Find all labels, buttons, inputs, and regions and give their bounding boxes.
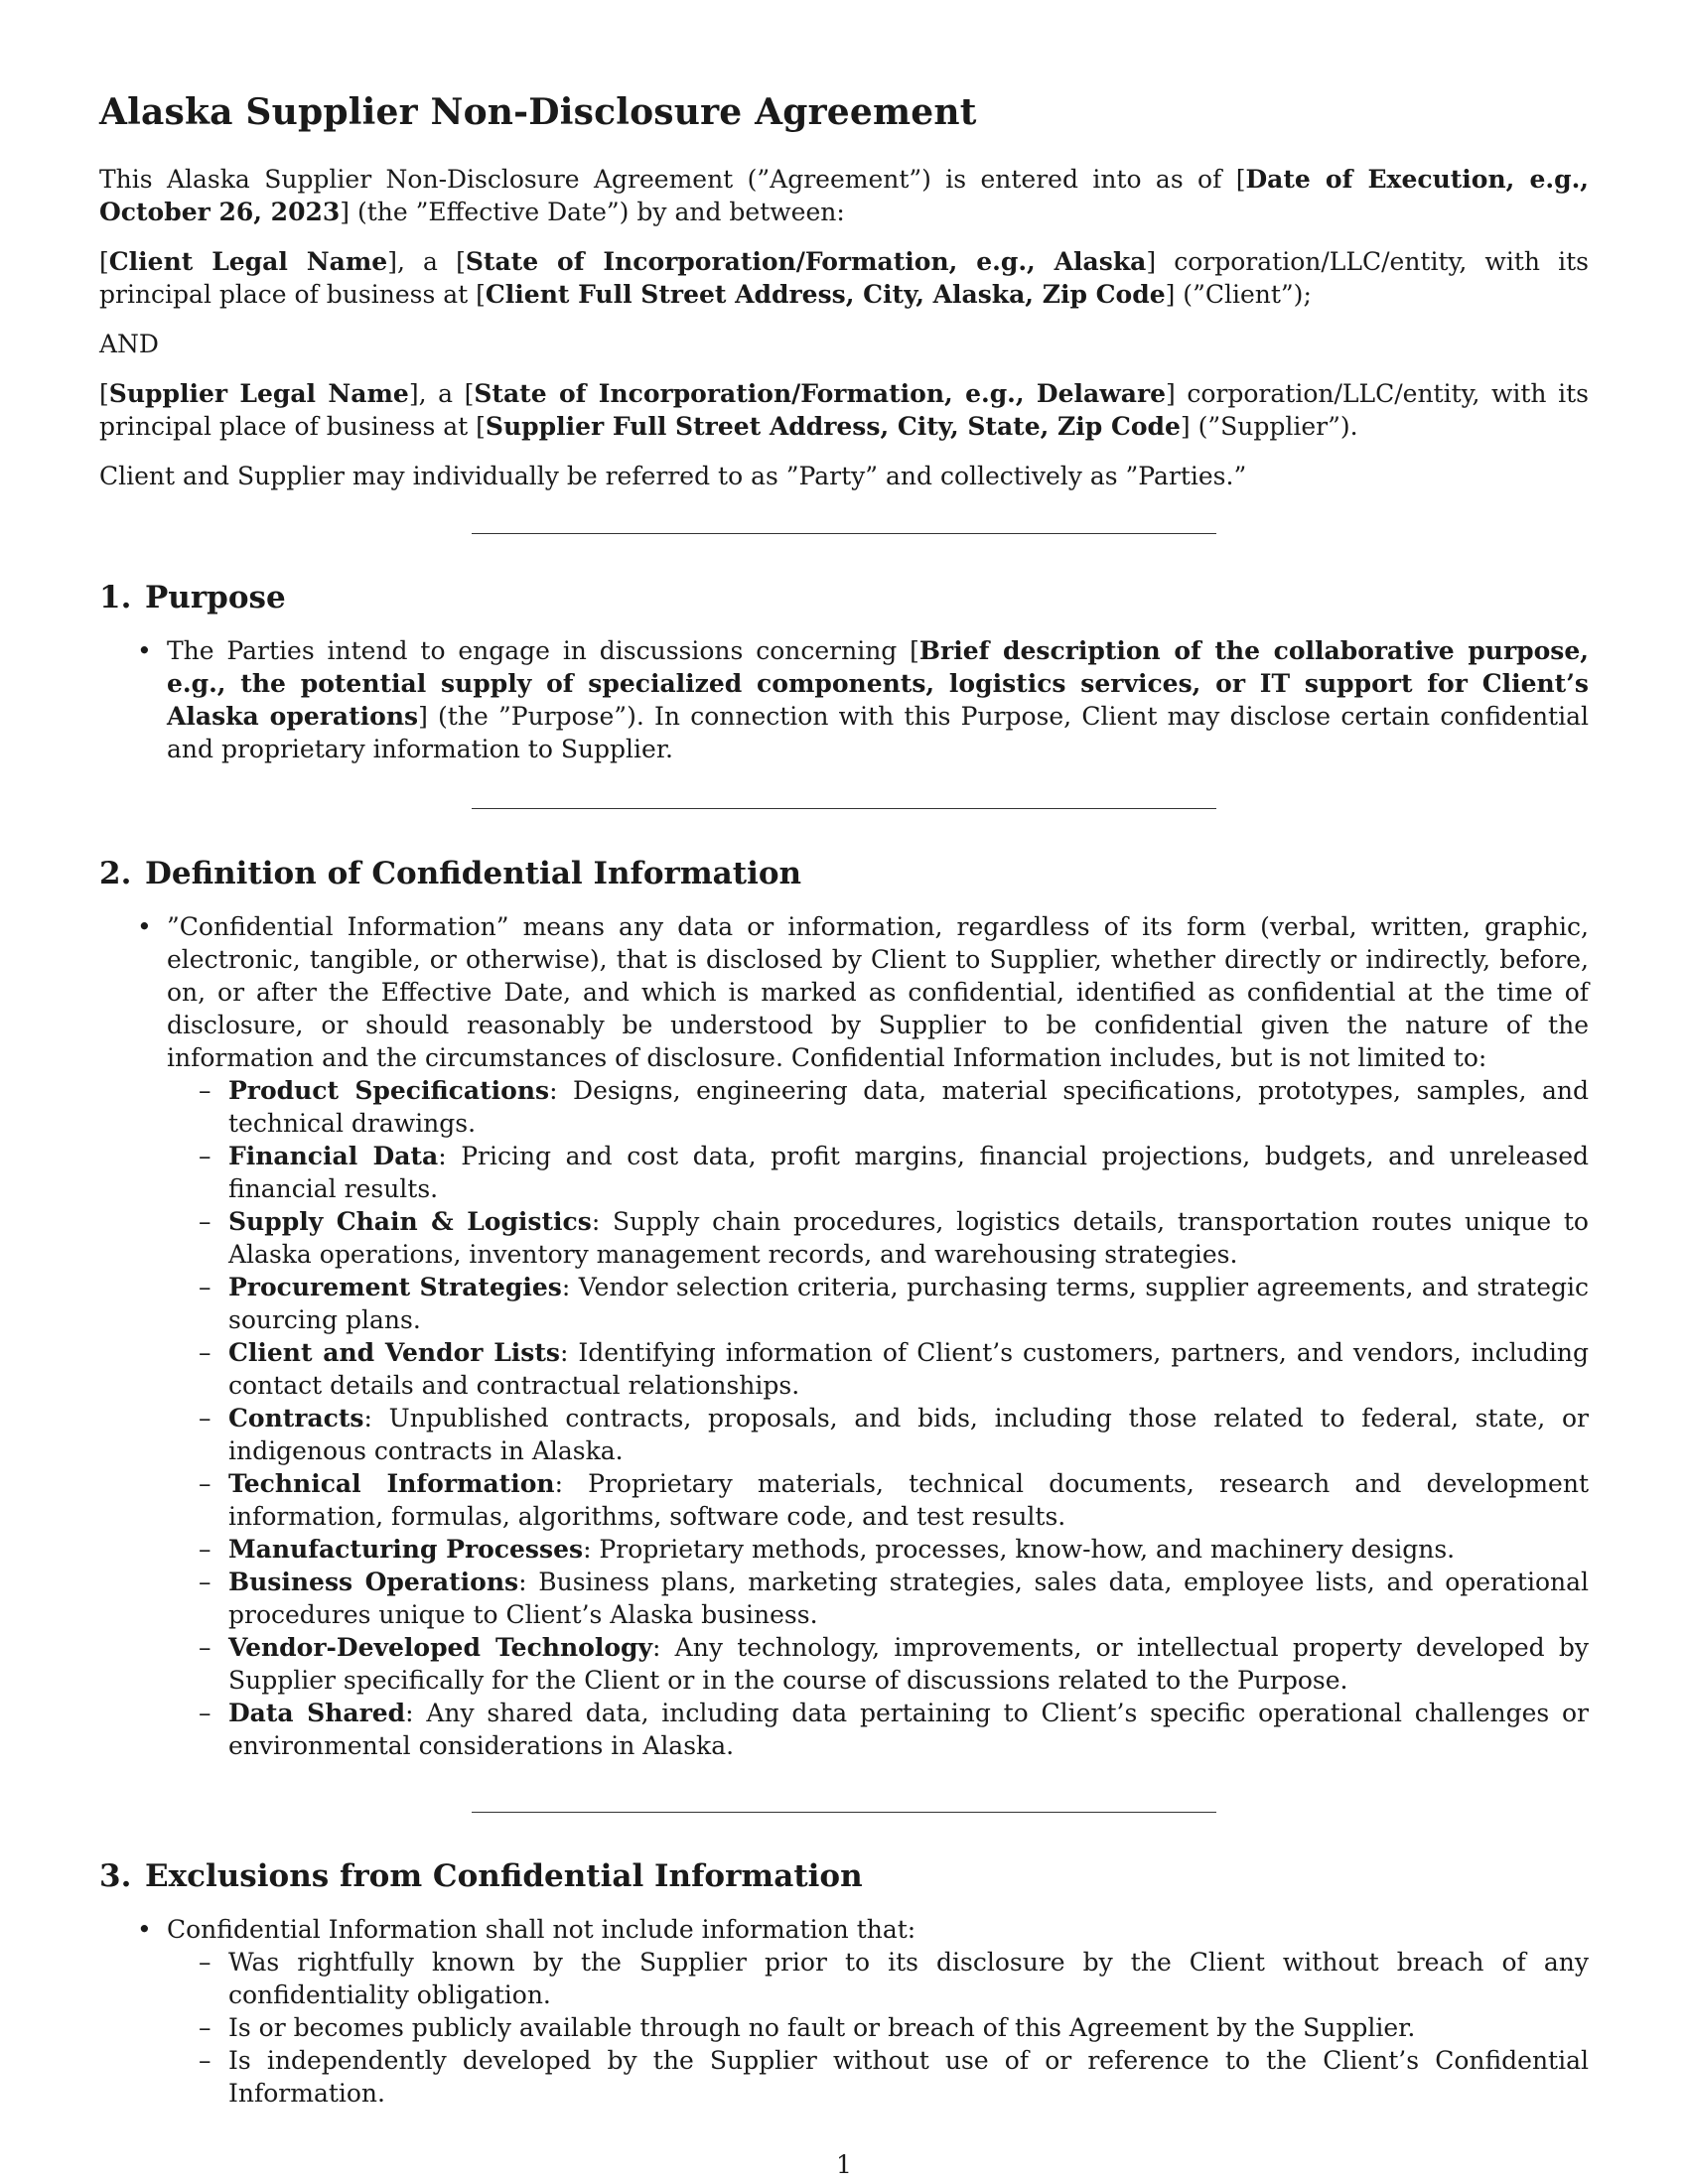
definition-sublist xyxy=(167,1074,1589,1762)
placeholder-supplier-address: Supplier Full Street Address, City, State, Zip Code xyxy=(485,412,1181,441)
term-text: : Identifying information of Client’s customers, partners, and vendors, including contact details and contractual relationships. xyxy=(228,1338,1589,1400)
term-text: : Business plans, marketing strategies, sales data, employee lists, and operational procedures unique to Client’s Alaska business. xyxy=(228,1568,1589,1629)
placeholder-client-address: Client Full Street Address, City, Alaska, Zip Code xyxy=(485,280,1166,309)
purpose-text: ] (the ”Purpose”). In connection with this Purpose, Client may disclose certain confidential and proprietary information to Supplier. xyxy=(167,702,1590,763)
placeholder-client-name: Client Legal Name xyxy=(108,247,388,276)
section-heading-definition xyxy=(99,856,801,891)
placeholder-supplier-name: Supplier Legal Name xyxy=(108,379,409,408)
intro-text: ] (the ”Effective Date”) by and between: xyxy=(340,198,845,226)
purpose-list xyxy=(99,634,1589,765)
term-text: : Any technology, improvements, or intellectual property developed by Supplier specifically for the Client or in the course of discussions related to the Purpose. xyxy=(228,1633,1589,1695)
section-title: Exclusions from Confidential Information xyxy=(145,1858,863,1894)
term: Product Specifications xyxy=(228,1076,550,1105)
supplier-text: ] corporation/LLC/entity, with its principal place of business at [ xyxy=(99,379,1589,441)
list-item xyxy=(167,1697,1589,1762)
section-number: 1. xyxy=(99,580,132,615)
and-line: AND xyxy=(99,330,159,358)
section-title: Purpose xyxy=(145,580,286,615)
term-text: : Pricing and cost data, profit margins, financial projections, budgets, and unreleased financial results. xyxy=(228,1142,1590,1203)
client-paragraph xyxy=(99,245,1589,311)
list-item xyxy=(167,1467,1589,1533)
divider xyxy=(472,808,1216,809)
list-item xyxy=(99,634,1589,765)
parties-paragraph: Client and Supplier may individually be referred to as ”Party” and collectively as ”Parties.” xyxy=(99,462,1247,490)
definition-list xyxy=(99,910,1589,1762)
client-text: ], a [ xyxy=(387,247,466,276)
list-item: – Is independently developed by the Supplier without use of or reference to the Client’s Confidential Information. xyxy=(167,2044,1589,2110)
list-item xyxy=(99,910,1589,1762)
supplier-text: ], a [ xyxy=(408,379,475,408)
exclusions-sublist xyxy=(167,1946,1589,2110)
term: Client and Vendor Lists xyxy=(228,1338,560,1367)
term: Business Operations xyxy=(228,1568,519,1596)
term: Data Shared xyxy=(228,1699,406,1727)
list-item: – Is or becomes publicly available through no fault or breach of this Agreement by the Supplier. xyxy=(167,2011,1589,2044)
term: Technical Information xyxy=(228,1469,555,1498)
client-text: [ xyxy=(99,247,109,276)
section-number: 3. xyxy=(99,1858,132,1894)
term-text: : Any shared data, including data pertaining to Client’s specific operational challenges or environmental considerations in Alaska. xyxy=(228,1699,1589,1760)
list-item xyxy=(167,1271,1589,1336)
definition-lead: ”Confidential Information” means any data or information, regardless of its form (verbal, written, graphic, electronic, tangible, or otherwise), that is disclosed by Client to Supplier, whether directly or indirectly, before, on, or after the Effective Date, and which is marked as confidential, identified as confidential at the time of disclosure, or should reasonably be understood by Supplier to be confidential given the nature of the information and the circumstances of disclosure. Confidential Information includes, but is not limited to: xyxy=(167,912,1589,1072)
term-text: : Proprietary methods, processes, know-how, and machinery designs. xyxy=(583,1535,1456,1564)
supplier-text: ] (”Supplier”). xyxy=(1180,412,1358,441)
list-item: – Was rightfully known by the Supplier prior to its disclosure by the Client without breach of any confidentiality obligation. xyxy=(167,1946,1589,2011)
list-item xyxy=(167,1566,1589,1631)
section-heading-purpose xyxy=(99,580,286,615)
intro-text: This Alaska Supplier Non-Disclosure Agreement (”Agreement”) is entered into as of [ xyxy=(99,165,1246,194)
list-item xyxy=(167,1140,1589,1205)
term: Vendor-Developed Technology xyxy=(228,1633,653,1662)
placeholder-supplier-state: State of Incorporation/Formation, e.g., Delaware xyxy=(474,379,1167,408)
term-text: : Vendor selection criteria, purchasing terms, supplier agreements, and strategic sourcing plans. xyxy=(228,1273,1589,1334)
list-item xyxy=(167,1336,1589,1402)
term: Financial Data xyxy=(228,1142,439,1170)
intro-paragraph xyxy=(99,163,1589,228)
document-title: Alaska Supplier Non-Disclosure Agreement xyxy=(99,91,977,133)
term-text: : Supply chain procedures, logistics details, transportation routes unique to Alaska operations, inventory management records, and warehousing strategies. xyxy=(228,1207,1589,1269)
term: Contracts xyxy=(228,1404,364,1433)
term: Procurement Strategies xyxy=(228,1273,562,1301)
list-item xyxy=(167,1205,1589,1271)
placeholder-date: Date of Execution, e.g., October 26, 2023 xyxy=(99,165,1589,226)
list-item xyxy=(167,1074,1589,1140)
exclusions-lead: Confidential Information shall not include information that: xyxy=(167,1915,916,1944)
placeholder-client-state: State of Incorporation/Formation, e.g., Alaska xyxy=(465,247,1147,276)
purpose-text: The Parties intend to engage in discussions concerning [ xyxy=(167,636,919,665)
divider xyxy=(472,533,1216,534)
exclusions-list xyxy=(99,1913,1589,2110)
supplier-text: [ xyxy=(99,379,109,408)
term: Supply Chain & Logistics xyxy=(228,1207,592,1236)
section-number: 2. xyxy=(99,856,132,891)
list-item xyxy=(167,1533,1589,1566)
term-text: : Unpublished contracts, proposals, and bids, including those related to federal, state, or indigenous contracts in Alaska. xyxy=(228,1404,1589,1465)
list-item xyxy=(99,1913,1589,2110)
placeholder-purpose: Brief description of the collaborative purpose, e.g., the potential supply of specialized components, logistics services, or IT support for Client’s Alaska operations xyxy=(167,636,1589,731)
section-heading-exclusions xyxy=(99,1858,863,1894)
term: Manufacturing Processes xyxy=(228,1535,584,1564)
section-title: Definition of Confidential Information xyxy=(145,856,802,891)
divider xyxy=(472,1812,1216,1813)
client-text: ] corporation/LLC/entity, with its principal place of business at [ xyxy=(99,247,1589,309)
list-item xyxy=(167,1402,1589,1467)
term-text: : Designs, engineering data, material specifications, prototypes, samples, and technical drawings. xyxy=(228,1076,1589,1138)
client-text: ] (”Client”); xyxy=(1165,280,1312,309)
term-text: : Proprietary materials, technical documents, research and development information, formulas, algorithms, software code, and test results. xyxy=(228,1469,1589,1531)
supplier-paragraph xyxy=(99,377,1589,443)
page-number: 1 xyxy=(836,2150,852,2179)
list-item xyxy=(167,1631,1589,1697)
